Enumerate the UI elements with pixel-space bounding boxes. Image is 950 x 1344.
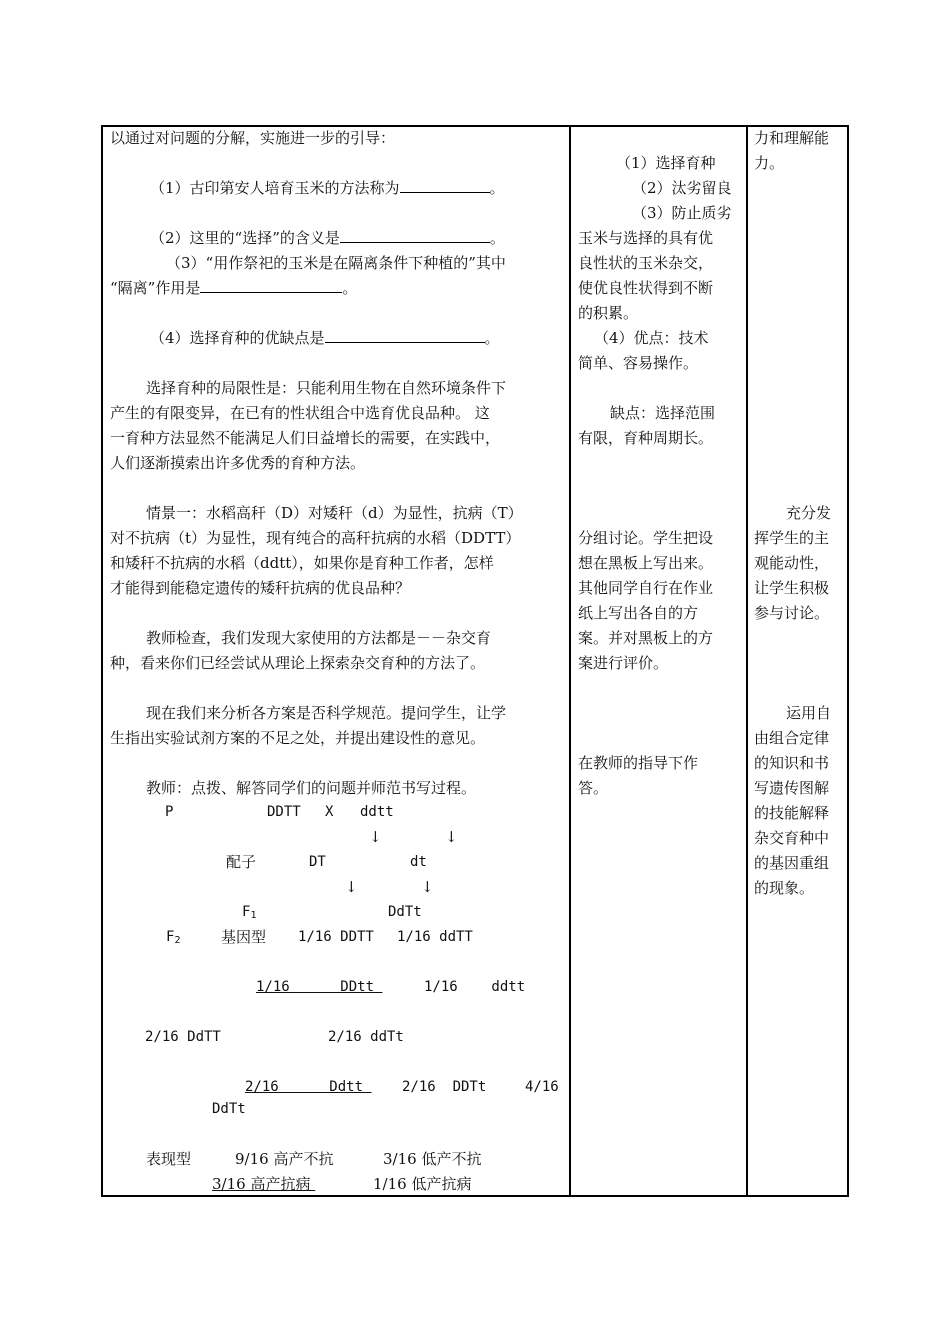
genotype-ratio: 2/16 ddTt	[328, 1029, 404, 1045]
parent-label: P	[165, 804, 174, 820]
genotype-ratio-target: 2/16 Ddtt	[245, 1079, 372, 1095]
analysis-text: 生指出实验试剂方案的不足之处，并提出建设性的意见。	[110, 729, 486, 747]
intent-text: 让学生积极	[754, 579, 830, 597]
answer-3: 玉米与选择的具有优	[578, 229, 714, 247]
answer-blank	[325, 328, 485, 343]
teacher-check-text: 教师检查，我们发现大家使用的方法都是－－杂交育	[146, 629, 492, 647]
intent-text: 的现象。	[754, 879, 815, 897]
cross-symbol: X	[325, 804, 334, 820]
f1-genotype: DdTt	[388, 904, 422, 920]
limitation-text: 人们逐渐摸索出许多优秀的育种方法。	[110, 454, 366, 472]
limitation-text: 选择育种的局限性是：只能利用生物在自然环境条件下	[146, 379, 507, 397]
intent-text: 的技能解释	[754, 804, 830, 822]
intent-text: 运用自	[786, 704, 832, 722]
answer-4: 简单、容易操作。	[578, 354, 699, 372]
genotype-ratio: 2/16 DDTt	[402, 1079, 487, 1095]
guided-answer-text: 在教师的指导下作	[578, 754, 699, 772]
genotype-ratio: 1/16 ddtt	[424, 979, 526, 995]
intent-text: 挥学生的主	[754, 529, 830, 547]
intent-text: 的基因重组	[754, 854, 830, 872]
scenario-text: 和矮秆不抗病的水稻（ddtt），如果你是育种工作者，怎样	[110, 554, 494, 572]
phenotype-ratio: 1/16 低产抗病	[373, 1175, 472, 1193]
guided-answer-text: 答。	[578, 779, 609, 797]
gamete: dt	[410, 854, 427, 870]
discussion-text: 案。并对黑板上的方	[578, 629, 714, 647]
gamete-label: 配子	[226, 853, 257, 871]
answer-blank	[400, 178, 490, 193]
discussion-text: 想在黑板上写出来。	[578, 554, 714, 572]
answer-3: （3）防止质劣	[632, 204, 732, 222]
intent-text: 参与讨论。	[754, 604, 830, 622]
intro-line: 以通过对问题的分解，实施进一步的引导：	[110, 129, 396, 147]
genotype-ratio: 2/16 DdTT	[145, 1029, 221, 1045]
answer-4-cons: 有限，育种周期长。	[578, 429, 714, 447]
intent-text: 写遗传图解	[754, 779, 830, 797]
genotype-ratio: DdTt	[212, 1101, 246, 1117]
answer-3: 良性状的玉米杂交，	[578, 254, 714, 272]
scenario-text: 情景一：水稻高秆（D）对矮秆（d）为显性，抗病（T）	[146, 504, 523, 522]
question-4: （4）选择育种的优缺点是 。	[150, 329, 500, 347]
genotype-ratio: 1/16 ddTT	[397, 929, 473, 945]
f1-label: $F_1$	[242, 904, 257, 921]
answer-blank	[340, 228, 490, 243]
phenotype-label: 表现型	[146, 1150, 192, 1168]
phenotype-ratio: 3/16 低产不抗	[383, 1150, 482, 1168]
scenario-text: 对不抗病（t）为显性，现有纯合的高秆抗病的水稻（DDTT）	[110, 529, 521, 547]
intent-text: 由组合定律	[754, 729, 830, 747]
down-arrow-icon: ↓	[369, 828, 382, 846]
answer-1: （1）选择育种	[616, 154, 716, 172]
teacher-check-text: 种，看来你们已经尝试从理论上探索杂交育种的方法了。	[110, 654, 486, 672]
genotype-label: 基因型	[221, 928, 267, 946]
analysis-text: 现在我们来分析各方案是否科学规范。提问学生，让学	[146, 704, 507, 722]
column-divider	[746, 127, 748, 1195]
parent-genotype: ddtt	[360, 804, 394, 820]
phenotype-ratio: 9/16 高产不抗	[235, 1150, 334, 1168]
teacher-guidance: 教师：点拨、解答同学们的问题并师范书写过程。	[146, 779, 477, 797]
question-1: （1）古印第安人培育玉米的方法称为 。	[150, 179, 505, 197]
intent-text: 力。	[754, 154, 785, 172]
answer-3: 使优良性状得到不断	[578, 279, 714, 297]
genotype-ratio: 4/16	[525, 1079, 559, 1095]
down-arrow-icon: ↓	[445, 828, 458, 846]
intent-text: 力和理解能	[754, 129, 830, 147]
discussion-text: 纸上写出各自的方	[578, 604, 699, 622]
answer-3: 的积累。	[578, 304, 639, 322]
column-divider	[569, 127, 571, 1195]
phenotype-ratio-target: 3/16 高产抗病	[212, 1175, 316, 1193]
genotype-ratio: 1/16 DDTT	[298, 929, 374, 945]
f2-label: $F_2$	[166, 929, 181, 946]
intent-text: 的知识和书	[754, 754, 830, 772]
parent-genotype: DDTT	[267, 804, 301, 820]
genotype-ratio-target: 1/16 DDtt	[256, 979, 383, 995]
answer-4-cons: 缺点：选择范围	[610, 404, 716, 422]
limitation-text: 产生的有限变异，在已有的性状组合中选育优良品种。 这	[110, 404, 490, 422]
discussion-text: 分组讨论。学生把设	[578, 529, 714, 547]
discussion-text: 案进行评价。	[578, 654, 669, 672]
answer-4: （4）优点：技术	[594, 329, 709, 347]
question-2: （2）这里的“选择”的含义是 。	[150, 229, 505, 247]
intent-text: 杂交育种中	[754, 829, 830, 847]
discussion-text: 其他同学自行在作业	[578, 579, 714, 597]
down-arrow-icon: ↓	[421, 878, 434, 896]
question-3-line2: “隔离”作用是 。	[110, 279, 358, 297]
scenario-text: 才能得到能稳定遗传的矮秆抗病的优良品种？	[110, 579, 411, 597]
limitation-text: 一育种方法显然不能满足人们日益增长的需要，在实践中，	[110, 429, 501, 447]
question-3-line1: （3）“用作祭祀的玉米是在隔离条件下种植的”其中	[166, 254, 506, 272]
down-arrow-icon: ↓	[345, 878, 358, 896]
gamete: DT	[309, 854, 326, 870]
intent-text: 观能动性，	[754, 554, 830, 572]
intent-text: 充分发	[786, 504, 832, 522]
answer-2: （2）汰劣留良	[632, 179, 732, 197]
answer-blank	[200, 278, 342, 293]
